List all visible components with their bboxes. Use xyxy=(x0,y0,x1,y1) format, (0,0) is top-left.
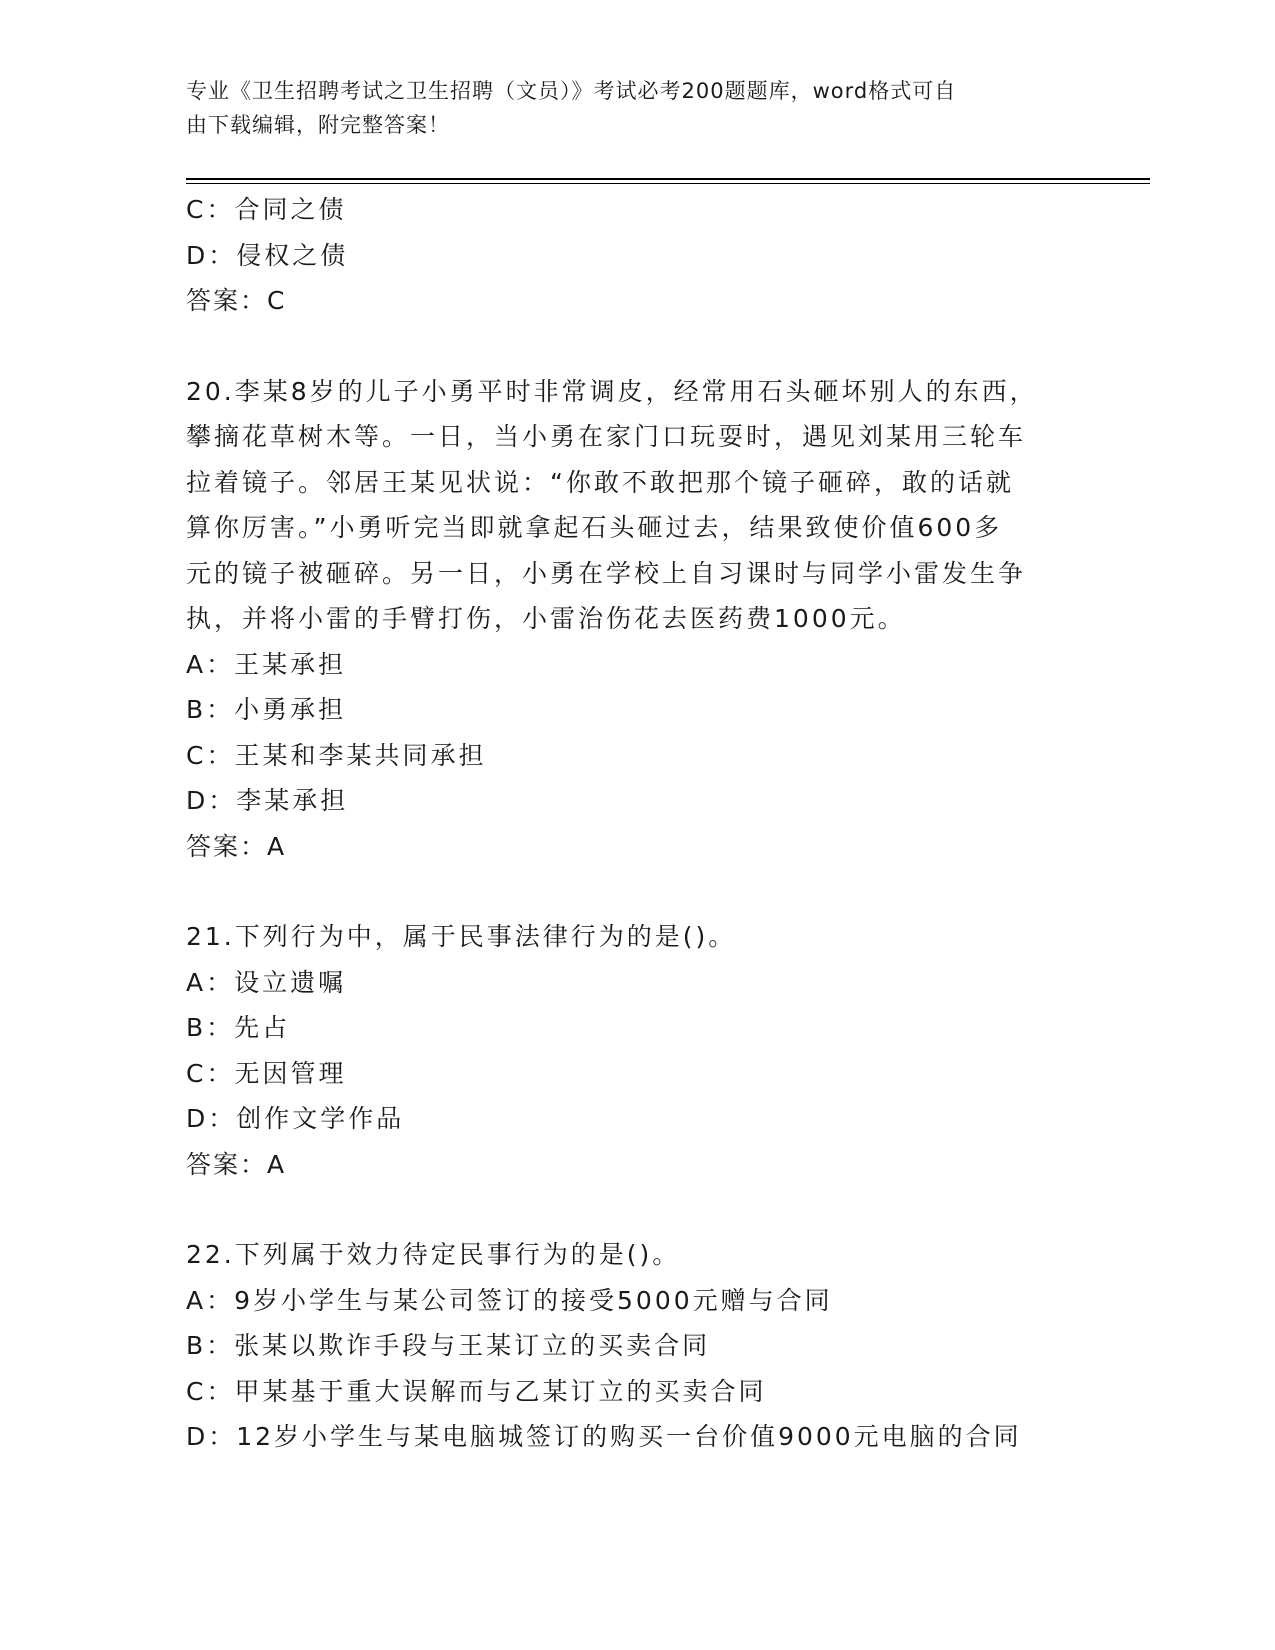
header-line: 由下载编辑，附完整答案！ xyxy=(186,113,450,137)
option-d: D：创作文学作品 xyxy=(186,1104,405,1133)
option-b: B：先占 xyxy=(186,1013,291,1042)
option-d: D：侵权之债 xyxy=(186,240,349,270)
question-21 xyxy=(186,914,1066,1187)
header-divider-thin xyxy=(186,183,1150,184)
question-stem-line: 22.下列属于效力待定民事行为的是()。 xyxy=(186,1240,681,1269)
option-d: D：12岁小学生与某电脑城签订的购买一台价值9000元电脑的合同 xyxy=(186,1422,1022,1451)
option-b: B：张某以欺诈手段与王某订立的买卖合同 xyxy=(186,1331,711,1360)
question-fragment xyxy=(186,187,1066,324)
option-c: C：合同之债 xyxy=(186,195,347,224)
answer: 答案：C xyxy=(186,286,287,315)
document-body xyxy=(186,187,1066,1460)
page-header xyxy=(186,74,1066,142)
question-20 xyxy=(186,369,1066,870)
question-stem-line: 执，并将小雷的手臂打伤，小雷治伤花去医药费1000元。 xyxy=(186,604,906,633)
option-a: A：设立遗嘱 xyxy=(186,967,347,997)
option-a: A：9岁小学生与某公司签订的接受5000元赠与合同 xyxy=(186,1285,833,1315)
answer: 答案：A xyxy=(186,831,287,861)
question-stem-line: 攀摘花草树木等。一日，当小勇在家门口玩耍时，遇见刘某用三轮车 xyxy=(186,422,1027,451)
option-c: C：王某和李某共同承担 xyxy=(186,740,487,770)
option-c: C：甲某基于重大误解而与乙某订立的买卖合同 xyxy=(186,1376,767,1406)
header-line: 专业《卫生招聘考试之卫生招聘（文员）》考试必考200题题库，word格式可自 xyxy=(186,79,957,103)
spacer xyxy=(186,869,1066,914)
option-a: A：王某承担 xyxy=(186,649,347,679)
option-d: D：李某承担 xyxy=(186,786,349,815)
spacer xyxy=(186,324,1066,369)
option-c: C：无因管理 xyxy=(186,1058,347,1088)
answer: 答案：A xyxy=(186,1149,287,1179)
spacer xyxy=(186,1187,1066,1232)
question-stem-line: 21.下列行为中，属于民事法律行为的是()。 xyxy=(186,922,737,951)
option-b: B：小勇承担 xyxy=(186,695,347,724)
question-stem-line: 元的镜子被砸碎。另一日，小勇在学校上自习课时与同学小雷发生争 xyxy=(186,558,1027,588)
question-stem-line: 拉着镜子。邻居王某见状说：“你敢不敢把那个镜子砸碎，敢的话就 xyxy=(186,467,1014,497)
question-stem-line: 算你厉害。”小勇听完当即就拿起石头砸过去，结果致使价值600多 xyxy=(186,513,1003,542)
question-22 xyxy=(186,1232,1066,1460)
header-divider xyxy=(186,178,1150,180)
question-stem-line: 20.李某8岁的儿子小勇平时非常调皮，经常用石头砸坏别人的东西， xyxy=(186,376,1038,406)
